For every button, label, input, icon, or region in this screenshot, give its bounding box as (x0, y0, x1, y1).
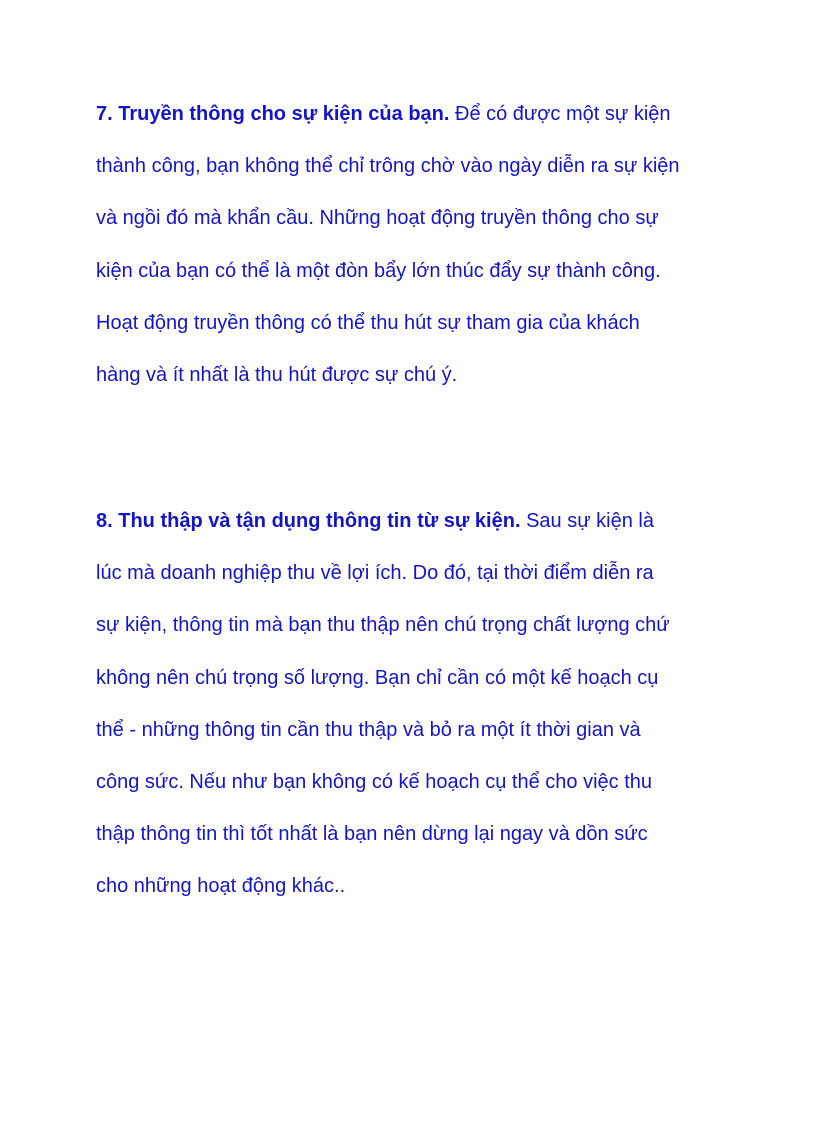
paragraph-line: Hoạt động truyền thông có thể thu hút sự tham gia của khách (96, 311, 640, 334)
paragraph-line: thể - những thông tin cần thu thập và bỏ ra một ít thời gian và (96, 718, 641, 741)
paragraph-line: không nên chú trọng số lượng. Bạn chỉ cần có một kế hoạch cụ (96, 666, 659, 689)
paragraph-line: sự kiện, thông tin mà bạn thu thập nên chú trọng chất lượng chứ (96, 614, 670, 637)
line-text: Để có được một sự kiện (449, 103, 671, 125)
paragraph-line (96, 495, 736, 547)
paragraph-line: lúc mà doanh nghiệp thu về lợi ích. Do đó, tại thời điểm diễn ra (96, 562, 654, 585)
paragraph-heading: 7. Truyền thông cho sự kiện của bạn. (96, 103, 450, 125)
paragraph-8 (96, 495, 736, 913)
paragraph-line: kiện của bạn có thể là một đòn bẩy lớn thúc đẩy sự thành công. (96, 259, 661, 282)
paragraph-line: công sức. Nếu như bạn không có kế hoạch cụ thể cho việc thu (96, 771, 653, 794)
paragraph-line (96, 88, 736, 140)
paragraph-line: cho những hoạt động khác.. (96, 875, 346, 898)
paragraph-line: và ngồi đó mà khẩn cầu. Những hoạt động truyền thông cho sự (96, 207, 659, 230)
line-text: Sau sự kiện là (520, 510, 654, 532)
paragraph-line: thành công, bạn không thể chỉ trông chờ vào ngày diễn ra sự kiện (96, 155, 680, 178)
paragraph-heading: 8. Thu thập và tận dụng thông tin từ sự kiện. (96, 510, 521, 532)
paragraph-line: hàng và ít nhất là thu hút được sự chú ý. (96, 364, 458, 387)
paragraph-line: thập thông tin thì tốt nhất là bạn nên dừng lại ngay và dồn sức (96, 823, 648, 846)
paragraph-7 (96, 88, 736, 401)
